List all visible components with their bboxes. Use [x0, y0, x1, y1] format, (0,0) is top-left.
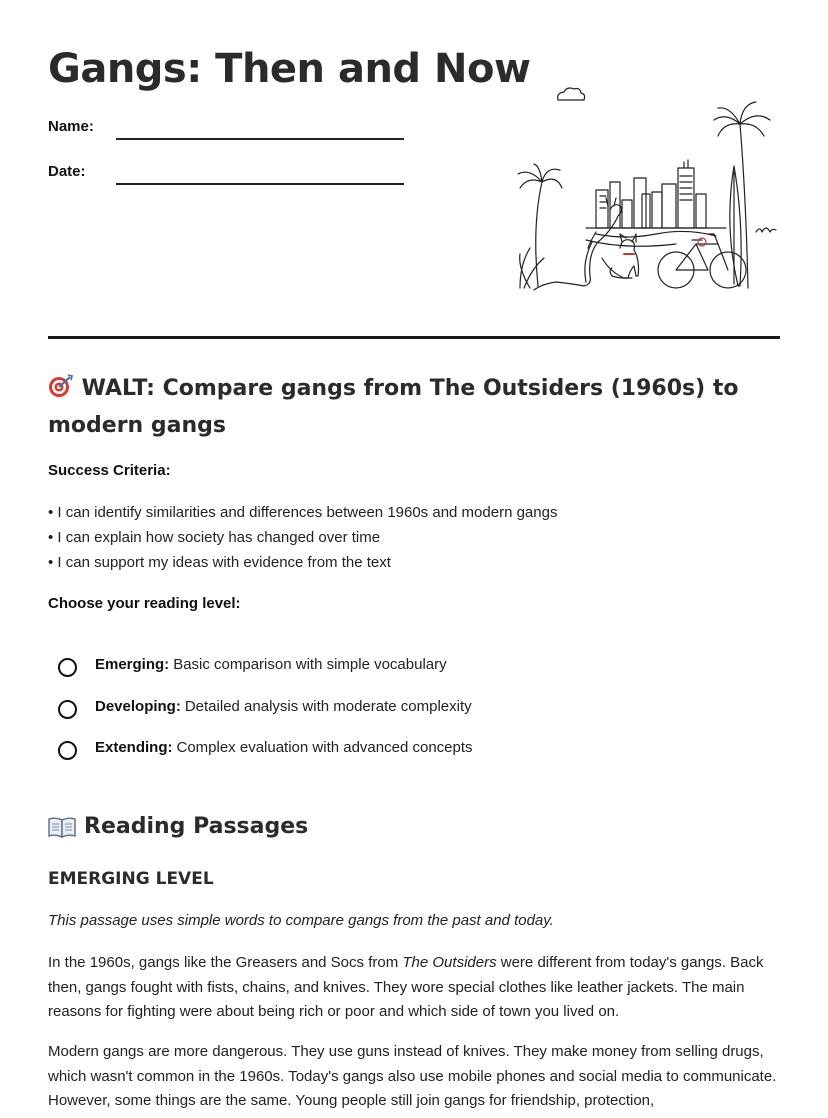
city-skyline [596, 160, 706, 228]
dog-figure [610, 234, 639, 278]
level-name: Emerging: [95, 656, 170, 673]
level-name: Developing: [95, 697, 181, 715]
emerging-level-heading: EMERGING LEVEL [48, 869, 214, 889]
reading-passages-heading [48, 814, 308, 839]
walt-heading [48, 370, 788, 444]
level-desc: Detailed analysis with moderate complexity [184, 697, 472, 715]
target-icon [48, 374, 74, 398]
passage-intro: This passage uses simple words to compare gangs from the past and today. [48, 912, 554, 929]
radio-button[interactable] [58, 741, 77, 760]
p1-before: In the 1960s, gangs like the Greasers and Socs from [48, 954, 403, 971]
page-title: Gangs: Then and Now [48, 46, 531, 92]
level-option-developing[interactable] [58, 698, 473, 740]
passage-paragraph-1 [48, 951, 783, 1025]
radio-button[interactable] [58, 658, 77, 677]
reading-level-options [58, 656, 473, 781]
walt-text: WALT: Compare gangs from The Outsiders (1960s) to modern gangs [48, 376, 739, 438]
cloud-icon [558, 88, 585, 100]
palm-tree-right [714, 102, 770, 288]
open-book-icon [48, 816, 76, 838]
kangaroo-figure [534, 198, 632, 290]
criteria-item: • I can support my ideas with evidence from the text [48, 554, 391, 571]
level-desc: Complex evaluation with advanced concepts [176, 739, 473, 756]
surfboard [730, 166, 741, 286]
criteria-item: • I can identify similarities and differences between 1960s and modern gangs [48, 504, 558, 521]
date-label: Date: [48, 163, 86, 180]
name-label: Name: [48, 118, 94, 135]
date-line[interactable] [116, 183, 404, 185]
level-option-emerging[interactable] [58, 656, 473, 698]
reading-level-label: Choose your reading level: [48, 595, 241, 612]
palm-tree-left [518, 164, 562, 286]
success-criteria-label: Success Criteria: [48, 462, 171, 479]
level-name: Extending: [95, 739, 173, 756]
level-option-extending[interactable] [58, 739, 473, 781]
header-divider [48, 336, 780, 339]
level-desc: Basic comparison with simple vocabulary [173, 656, 447, 673]
criteria-item: • I can explain how society has changed over time [48, 529, 381, 546]
radio-button[interactable] [58, 700, 77, 719]
p1-after: were different from today's gangs. Back then, gangs fought with fists, chains, and knives. They wore special clothes like leather jackets. The main reasons for fighting were about being rich or poor and which side of town you lived on. [48, 954, 764, 1020]
city-beach-illustration [516, 82, 780, 296]
reading-passages-text: Reading Passages [84, 814, 309, 839]
book-title: The Outsiders [402, 954, 497, 971]
name-line[interactable] [116, 138, 404, 140]
success-criteria-list [48, 500, 557, 575]
passage-paragraph-2: Modern gangs are more dangerous. They use guns instead of knives. They make money from selling drugs, which wasn't common in the 1960s. Today's gangs also use mobile phones and social media to communicate. However, some things are the same. Young people still join gangs for friendship, protection, [48, 1043, 777, 1109]
